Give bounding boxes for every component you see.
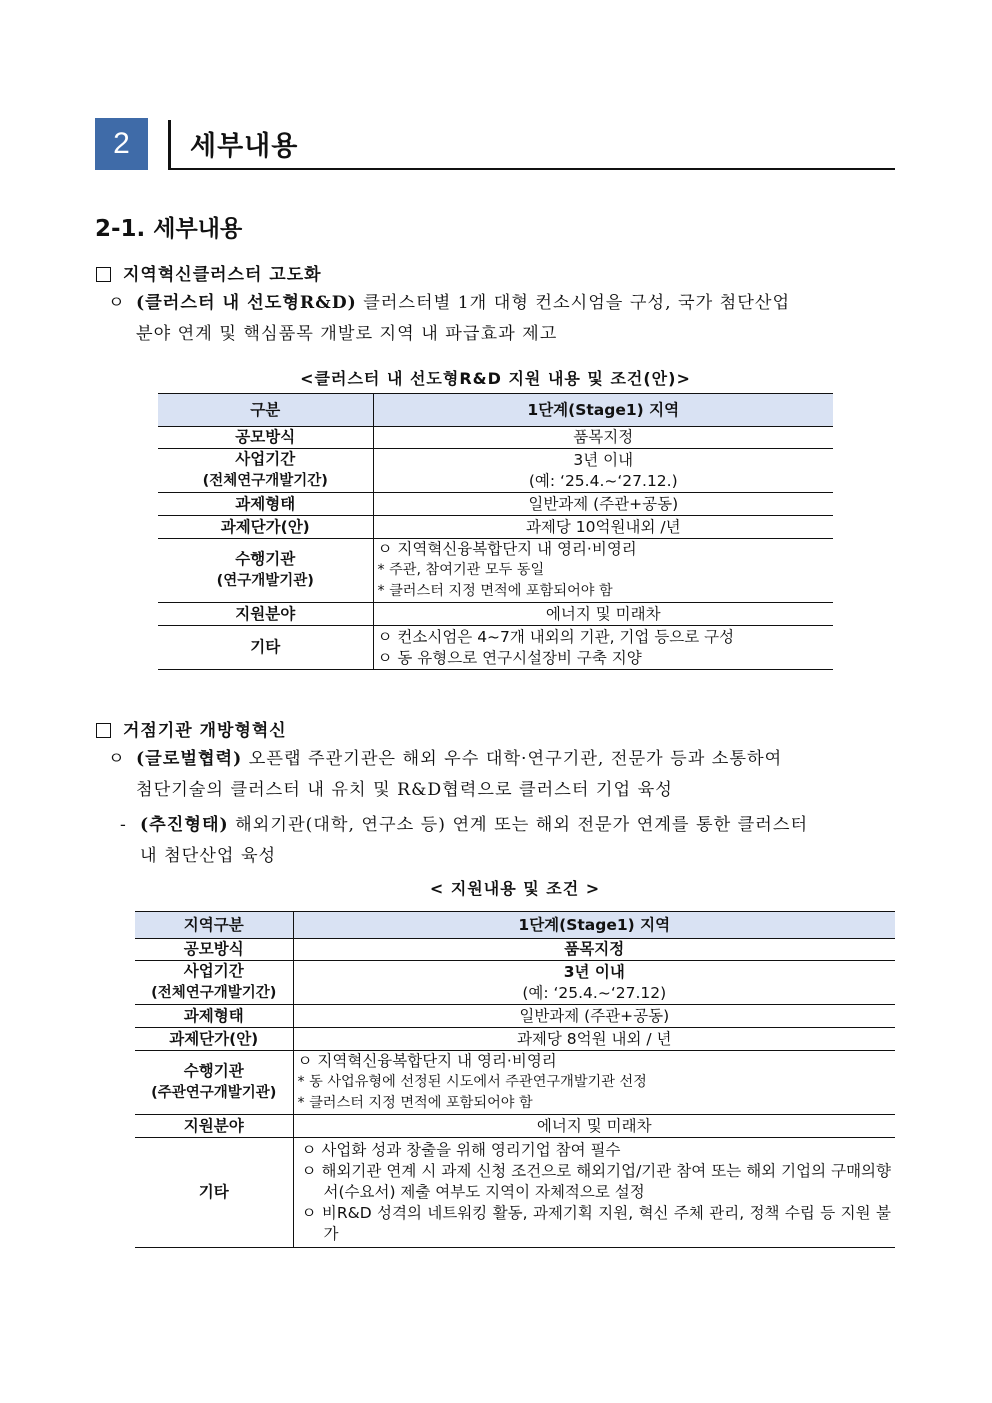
- checkbox-square-icon: [96, 267, 111, 282]
- row-note: * 동 사업유형에 선정된 시도에서 주관연구개발기관 선정: [297, 1074, 647, 1090]
- table-header-cell: 1단계(Stage1) 지역: [373, 394, 833, 427]
- part1-bullet-line2: 분야 연계 및 핵심품목 개발로 지역 내 파급효과 제고: [136, 324, 558, 344]
- row-value: 과제당 10억원내외 /년: [373, 516, 833, 539]
- table-row: [135, 1115, 895, 1138]
- row-key: 공모방식: [158, 427, 373, 449]
- table-row: [135, 1005, 895, 1028]
- row-key: 지원분야: [135, 1115, 293, 1138]
- row-key: 기타: [158, 626, 373, 670]
- bullet-marker: ㅇ: [108, 749, 126, 769]
- part2-dash-text-line1: 해외기관(대학, 연구소 등) 연계 또는 해외 전문가 연계를 통한 클러스터: [228, 815, 809, 835]
- row-value: 품목지정: [373, 427, 833, 449]
- part2-bullet-text-line1: 오픈랩 주관기관은 해외 우수 대학·연구기관, 전문가 등과 소통하여: [242, 749, 783, 769]
- row-key-sub: (주관연구개발기관): [151, 1085, 277, 1101]
- section-number-badge: 2: [95, 118, 148, 170]
- table-row: [158, 626, 833, 670]
- row-line: ㅇ 지역혁신융복합단지 내 영리·비영리: [297, 1052, 557, 1070]
- row-key: [135, 1051, 293, 1115]
- checkbox-square-icon: [96, 723, 111, 738]
- part1-heading-text: 지역혁신클러스터 고도화: [123, 265, 322, 285]
- row-key-sub: (연구개발기관): [216, 573, 314, 589]
- row-line: ㅇ 지역혁신융복합단지 내 영리·비영리: [377, 540, 637, 558]
- table-row: [158, 516, 833, 539]
- table-row: [135, 1138, 895, 1248]
- dash-marker: -: [120, 815, 127, 835]
- table-row: [158, 449, 833, 493]
- row-key-main: 사업기간: [235, 450, 296, 468]
- row-key: [158, 449, 373, 493]
- table-row: [158, 493, 833, 516]
- part1-table: [158, 393, 833, 670]
- table-header-cell: 지역구분: [135, 912, 293, 939]
- row-value: [293, 961, 895, 1005]
- section-divider-bar: [168, 120, 171, 170]
- table-header-row: [158, 394, 833, 427]
- row-line: ㅇ 동 유형으로 연구시설장비 구축 지양: [377, 648, 642, 667]
- part2-table: [135, 911, 895, 1248]
- part2-dash-bold: (추진형태): [140, 815, 229, 835]
- row-line: ㅇ 해외기관 연계 시 과제 신청 조건으로 해외기업/기관 참여 또는 해외 기업의 구매의향서(수요서) 제출 여부도 지역이 자체적으로 설정: [301, 1162, 891, 1201]
- table-row: [158, 427, 833, 449]
- row-key-main: 수행기관: [183, 1062, 244, 1080]
- row-value: 품목지정: [293, 939, 895, 961]
- part1-bullet-text-line1: 클러스터별 1개 대형 컨소시엄을 구성, 국가 첨단산업: [356, 293, 791, 313]
- part1-heading: [96, 260, 322, 285]
- row-line: ㅇ 컨소시엄은 4~7개 내외의 기관, 기업 등으로 구성: [377, 627, 735, 646]
- table-row: [158, 539, 833, 603]
- part2-bullet-line2: 첨단기술의 클러스터 내 유치 및 R&D협력으로 클러스터 기업 육성: [136, 780, 673, 800]
- row-value-sub: (예: ‘25.4.~‘27.12): [522, 983, 667, 1002]
- row-value: [293, 1051, 895, 1115]
- row-key-main: 수행기관: [235, 550, 296, 568]
- table-header-cell: 1단계(Stage1) 지역: [293, 912, 895, 939]
- part2-dash: [120, 810, 900, 841]
- part2-bullet-bold: (글로벌협력): [136, 749, 243, 769]
- part1-bullet: [108, 288, 898, 319]
- row-key: 과제형태: [135, 1005, 293, 1028]
- row-value: 에너지 및 미래차: [373, 603, 833, 626]
- row-line: ㅇ 비R&D 성격의 네트워킹 활동, 과제기획 지원, 혁신 주체 관리, 정책 수립 등 지원 불가: [301, 1204, 891, 1243]
- table-row: [158, 603, 833, 626]
- row-key: 공모방식: [135, 939, 293, 961]
- part1-table-caption: <클러스터 내 선도형R&D 지원 내용 및 조건(안)>: [300, 369, 691, 388]
- row-key-main: 사업기간: [183, 962, 244, 980]
- row-value: 일반과제 (주관+공동): [293, 1005, 895, 1028]
- row-value: 에너지 및 미래차: [293, 1115, 895, 1138]
- section-underline: [168, 168, 895, 170]
- table-row: [135, 1051, 895, 1115]
- row-value: [373, 449, 833, 493]
- row-key: [135, 961, 293, 1005]
- part2-table-caption: < 지원내용 및 조건 >: [429, 879, 601, 898]
- bullet-marker: ㅇ: [108, 293, 126, 313]
- row-value-sub: (예: ‘25.4.~‘27.12.): [528, 471, 678, 490]
- row-value: 과제당 8억원 내외 / 년: [293, 1028, 895, 1051]
- table-row: [135, 961, 895, 1005]
- row-value-main: 3년 이내: [573, 450, 634, 469]
- part2-bullet: [108, 744, 898, 775]
- row-value: [373, 539, 833, 603]
- row-note: * 클러스터 지정 면적에 포함되어야 함: [377, 583, 613, 599]
- section-title: 세부내용: [190, 131, 299, 162]
- row-line: ㅇ 사업화 성과 창출을 위해 영리기업 참여 필수: [301, 1141, 621, 1159]
- part1-bullet-bold: (클러스터 내 선도형R&D): [136, 293, 357, 313]
- row-key-sub: (전체연구개발기간): [151, 985, 277, 1001]
- table-header-cell: 구분: [158, 394, 373, 427]
- row-key: 과제형태: [158, 493, 373, 516]
- row-note: * 주관, 참여기관 모두 동일: [377, 562, 545, 578]
- row-key: 과제단가(안): [135, 1028, 293, 1051]
- part2-heading-text: 거점기관 개방형혁신: [123, 721, 287, 741]
- row-key: 과제단가(안): [158, 516, 373, 539]
- table-row: [135, 1028, 895, 1051]
- subsection-title: 2-1. 세부내용: [95, 216, 243, 242]
- row-key: [158, 539, 373, 603]
- row-value: [293, 1138, 895, 1248]
- row-key-sub: (전체연구개발기간): [202, 473, 328, 489]
- row-key: 기타: [135, 1138, 293, 1248]
- row-value: [373, 626, 833, 670]
- part2-dash-line2: 내 첨단산업 육성: [140, 846, 277, 866]
- row-note: * 클러스터 지정 면적에 포함되어야 함: [297, 1095, 533, 1111]
- part2-heading: [96, 716, 287, 741]
- row-value: 일반과제 (주관+공동): [373, 493, 833, 516]
- table-header-row: [135, 912, 895, 939]
- table-row: [135, 939, 895, 961]
- row-key: 지원분야: [158, 603, 373, 626]
- row-value-main: 3년 이내: [563, 962, 625, 981]
